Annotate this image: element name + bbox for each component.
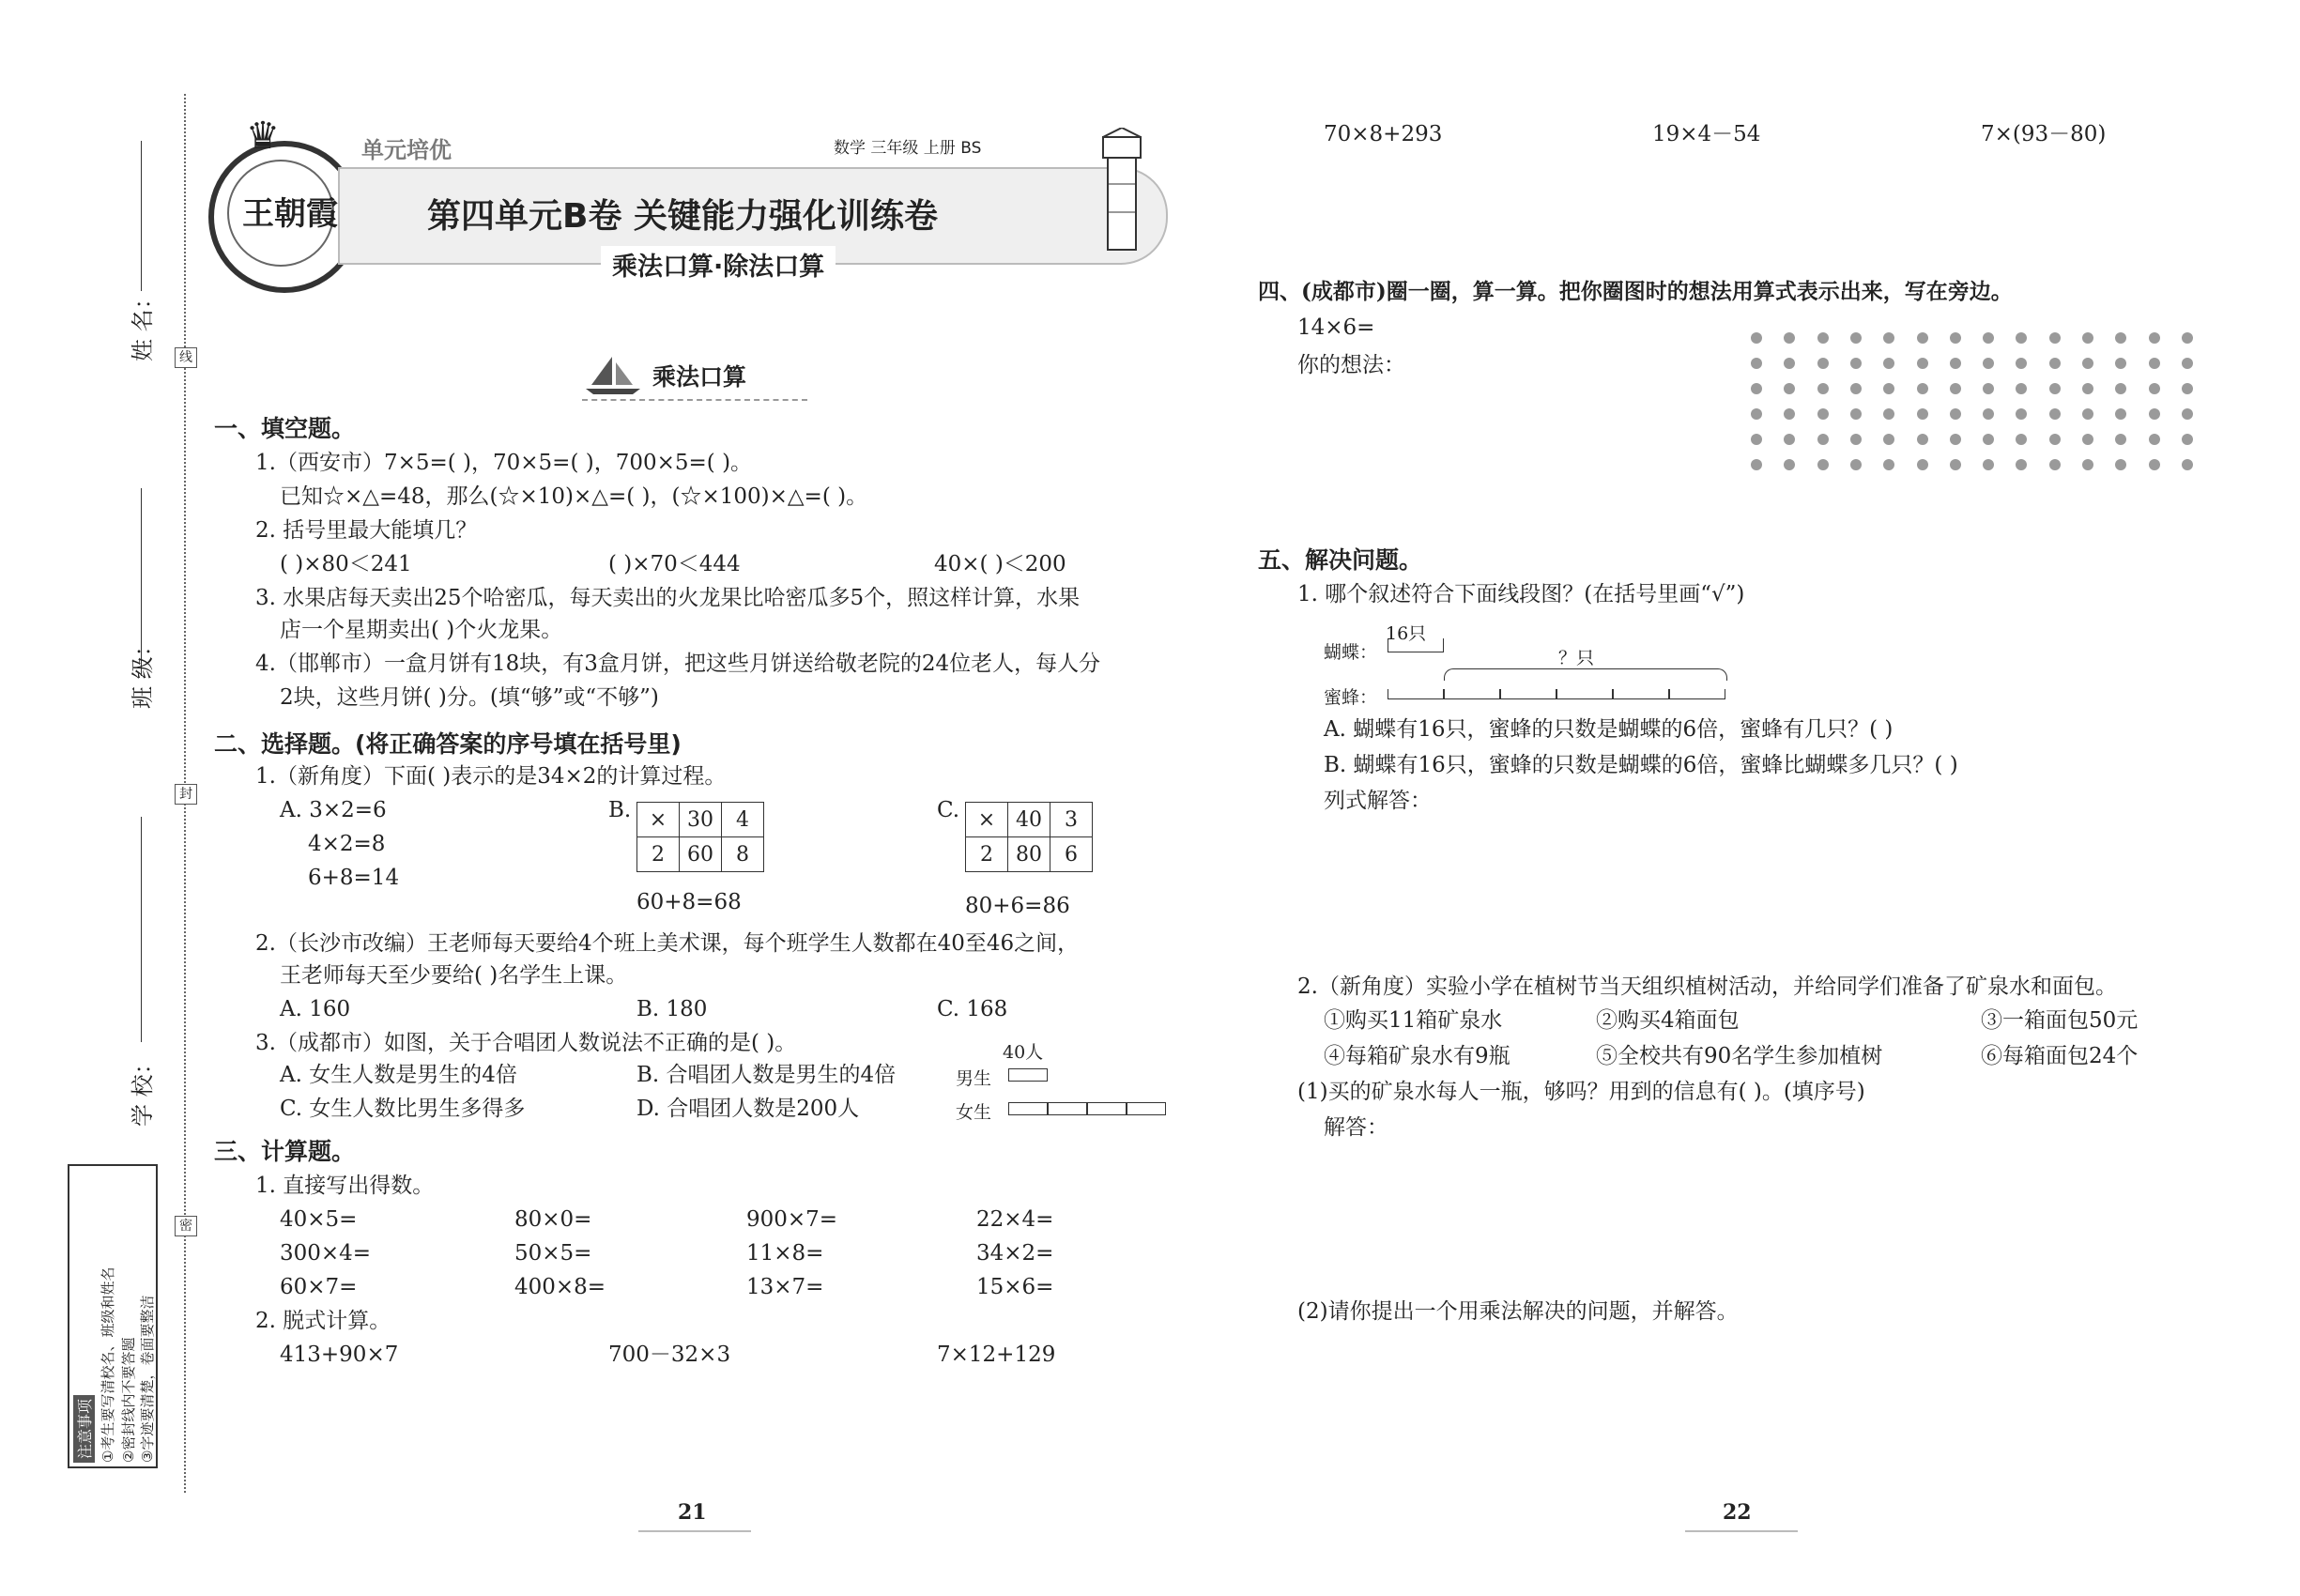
page-title: 第四单元B卷 关键能力强化训练卷: [427, 197, 938, 236]
info-item: ②购买4箱面包: [1596, 1008, 1740, 1033]
expr: 7×(93－80): [1981, 122, 2107, 146]
name-label: 姓 名：: [130, 286, 156, 361]
bee-unit: [1444, 689, 1500, 699]
calc-2: 2. 脱式计算。: [255, 1309, 391, 1333]
dot: [1751, 434, 1762, 445]
section-circle: 四、(成都市)圈一圈，算一算。把你圈图时的想法用算式表示出来，写在旁边。: [1258, 279, 2013, 304]
dot: [1883, 358, 1894, 369]
problem-1b: B. 蝴蝶有16只，蜜蜂的只数是蝴蝶的6倍，蜜蜂比蝴蝶多几只？( ): [1324, 753, 1958, 777]
dot: [2182, 434, 2193, 445]
crown-icon: ♛: [246, 115, 280, 158]
calc-2-item: 413+90×7: [280, 1343, 399, 1367]
dot: [1817, 434, 1829, 445]
dot: [2182, 332, 2193, 344]
calc-1: 1. 直接写出得数。: [255, 1174, 435, 1198]
dot: [2016, 408, 2027, 420]
choice-2-option: C. 168: [937, 997, 1008, 1021]
choice-3-option: D. 合唱团人数是200人: [636, 1097, 860, 1121]
dot: [1917, 383, 1928, 394]
page-number: 21: [678, 1500, 707, 1525]
dot: [1883, 332, 1894, 344]
bee-unit: [1613, 689, 1669, 699]
question-3: 3. 水果店每天卖出25个哈密瓜，每天卖出的火龙果比哈密瓜多5个，照这样计算，水果: [255, 586, 1081, 610]
choice-2b: 王老师每天至少要给( )名学生上课。: [280, 963, 628, 988]
dot: [1784, 408, 1795, 420]
page-number: 22: [1723, 1500, 1752, 1525]
fig-boys-label: 男生: [956, 1068, 992, 1089]
notes-box: [68, 1164, 158, 1468]
choice-1c-label: C.: [937, 798, 960, 822]
bee-unit: [1669, 689, 1725, 699]
fig-q: ？只: [1558, 648, 1595, 668]
choice-1a-line: 4×2=8: [308, 832, 386, 856]
calc-2-item: 7×12+129: [937, 1343, 1056, 1367]
expr: 19×4－54: [1652, 122, 1761, 146]
dot: [2149, 358, 2160, 369]
brand-name: 王朝霞: [242, 195, 338, 233]
class-label: 班 级：: [130, 634, 156, 709]
question-4: 4.（邯郸市）一盒月饼有18块，有3盒月饼，把这些月饼送给敬老院的24位老人，每人分: [255, 652, 1101, 676]
dot: [2115, 358, 2126, 369]
dot: [1784, 358, 1795, 369]
question-1b: 已知☆×△=48，那么(☆×10)×△=( )，(☆×100)×△=( )。: [280, 484, 868, 509]
calc-item: 40×5=: [280, 1207, 358, 1232]
calc-item: 11×8=: [746, 1241, 824, 1266]
problem-1: 1. 哪个叙述符合下面线段图？(在括号里画“√”): [1297, 582, 1745, 606]
dot: [1983, 383, 1994, 394]
note-item: ②密封线内不要答题: [120, 1337, 137, 1463]
dot: [1850, 459, 1862, 470]
fig-16: 16只: [1386, 623, 1427, 644]
boys-bar: [1008, 1068, 1048, 1082]
dot: [2082, 358, 2093, 369]
bee-unit: [1500, 689, 1556, 699]
dot: [2082, 332, 2093, 344]
dot: [2115, 383, 2126, 394]
dot: [1983, 434, 1994, 445]
question-1: 1.（西安市）7×5=( )，70×5=( )，700×5=( )。: [255, 451, 753, 475]
dot: [2049, 408, 2061, 420]
page-ornament: [638, 1530, 751, 1532]
choice-1b-label: B.: [608, 798, 632, 822]
lighthouse-icon: [1080, 128, 1164, 259]
choice-2: 2.（长沙市改编）王老师每天要给4个班上美术课，每个班学生人数都在40至46之间，: [255, 931, 1080, 956]
dot: [1983, 358, 1994, 369]
dot: [2016, 358, 2027, 369]
section-calc: 三、计算题。: [214, 1138, 356, 1165]
section-choice: 二、选择题。(将正确答案的序号填在括号里): [214, 730, 682, 758]
fig-top-label: 40人: [1003, 1042, 1044, 1063]
dot: [1983, 459, 1994, 470]
dot: [2149, 332, 2160, 344]
dot: [1817, 383, 1829, 394]
note-item: ③字迹要清楚，卷面要整洁: [139, 1295, 156, 1463]
calc-item: 900×7=: [746, 1207, 838, 1232]
dot: [2182, 459, 2193, 470]
calc-item: 34×2=: [976, 1241, 1054, 1266]
calc-item: 300×4=: [280, 1241, 372, 1266]
section-underline: [582, 399, 807, 401]
info-item: ③一箱面包50元: [1981, 1008, 2139, 1033]
dot: [1751, 332, 1762, 344]
question-2: 2. 括号里最大能填几？: [255, 518, 478, 543]
calc-item: 22×4=: [976, 1207, 1054, 1232]
fig-girls-label: 女生: [956, 1102, 992, 1123]
dot: [2082, 459, 2093, 470]
dot: [2182, 383, 2193, 394]
dot: [2016, 383, 2027, 394]
dot: [1917, 434, 1928, 445]
choice-1b-sum: 60+8=68: [636, 890, 742, 914]
choice-3-option: A. 女生人数是男生的4倍: [280, 1063, 517, 1087]
bee-unit: [1388, 689, 1444, 699]
dot: [2016, 332, 2027, 344]
brace: [1444, 668, 1727, 681]
choice-1a-line: A. 3×2=6: [280, 798, 387, 822]
seal-word: 密: [175, 1216, 197, 1236]
page-ornament: [1685, 1530, 1798, 1532]
dot: [1950, 383, 1961, 394]
choice-1a-line: 6+8=14: [308, 866, 400, 890]
problem-2-answer: 解答：: [1324, 1115, 1388, 1140]
dot: [1950, 434, 1961, 445]
choice-2-option: B. 180: [636, 997, 708, 1021]
circle-idea: 你的想法：: [1297, 353, 1405, 377]
question-2b: ( )×70＜444: [608, 552, 741, 576]
dot: [2016, 434, 2027, 445]
dot: [2049, 383, 2061, 394]
problem-2: 2.（新角度）实验小学在植树节当天组织植树活动，并给同学们准备了矿泉水和面包。: [1297, 974, 2117, 999]
question-4b: 2块，这些月饼( )分。(填“够”或“不够”): [280, 685, 659, 710]
dot: [2049, 459, 2061, 470]
dot: [2182, 408, 2193, 420]
dot: [1850, 434, 1862, 445]
choice-3: 3.（成都市）如图，关于合唱团人数说法不正确的是( )。: [255, 1031, 797, 1055]
dot: [1850, 332, 1862, 344]
dot: [1817, 408, 1829, 420]
problem-2-q1: (1)买的矿泉水每人一瓶，够吗？用到的信息有( )。(填序号): [1297, 1080, 1865, 1104]
dot: [2149, 383, 2160, 394]
dot: [2016, 459, 2027, 470]
dot: [1950, 332, 1961, 344]
dot: [2149, 459, 2160, 470]
dot: [1983, 332, 1994, 344]
dot: [2149, 434, 2160, 445]
info-item: ④每箱矿泉水有9瓶: [1324, 1044, 1510, 1068]
fig-bee: 蜜蜂：: [1324, 687, 1378, 708]
dot: [2049, 332, 2061, 344]
dot: [1883, 459, 1894, 470]
school-label: 学 校：: [130, 1051, 156, 1127]
calc-item: 50×5=: [514, 1241, 592, 1266]
dot: [1983, 408, 1994, 420]
choice-2-option: A. 160: [280, 997, 351, 1021]
calc-item: 13×7=: [746, 1275, 824, 1299]
choice-3-option: B. 合唱团人数是男生的4倍: [636, 1063, 897, 1087]
dot: [1883, 408, 1894, 420]
seal-word: 封: [175, 784, 197, 805]
dot: [1817, 358, 1829, 369]
circle-expr: 14×6=: [1297, 315, 1375, 340]
calc-item: 15×6=: [976, 1275, 1054, 1299]
choice-1b-table: × 30 4 2 60 8: [636, 802, 764, 872]
dot: [2182, 358, 2193, 369]
dot: [2049, 434, 2061, 445]
choice-1c-sum: 80+6=86: [965, 894, 1070, 918]
question-3b: 店一个星期卖出( )个火龙果。: [280, 618, 563, 642]
dot: [2082, 383, 2093, 394]
section-title: 乘法口算: [652, 363, 747, 391]
dot: [1784, 332, 1795, 344]
dot: [2149, 408, 2160, 420]
info-item: ⑥每箱面包24个: [1981, 1044, 2139, 1068]
note-item: ①考生要写清校名、班级和姓名: [100, 1266, 116, 1463]
choice-1c-table: × 40 3 2 80 6: [965, 802, 1093, 872]
butterfly-segment: [1388, 638, 1444, 652]
dot: [2115, 408, 2126, 420]
seal-word: 线: [175, 347, 197, 368]
dot: [1917, 358, 1928, 369]
dot: [2115, 459, 2126, 470]
page-subtitle: 乘法口算·除法口算: [601, 246, 836, 283]
section-fill-blank: 一、填空题。: [214, 415, 356, 442]
calc-item: 60×7=: [280, 1275, 358, 1299]
notes-title: 注意事项: [73, 1395, 95, 1463]
dot: [1751, 459, 1762, 470]
section-solve: 五、解决问题。: [1258, 546, 1423, 574]
question-2c: 40×( )＜200: [934, 552, 1066, 576]
dot: [1883, 434, 1894, 445]
dot: [1850, 358, 1862, 369]
dot: [1784, 459, 1795, 470]
choice-3-option: C. 女生人数比男生多得多: [280, 1097, 526, 1121]
dot: [1751, 383, 1762, 394]
header-tag: 单元培优: [361, 137, 452, 163]
calc-item: 400×8=: [514, 1275, 606, 1299]
dot: [1917, 408, 1928, 420]
bee-unit: [1556, 689, 1613, 699]
dot: [1883, 383, 1894, 394]
dot: [1950, 408, 1961, 420]
dot: [1817, 459, 1829, 470]
dot: [1817, 332, 1829, 344]
dot: [1850, 408, 1862, 420]
dot: [1850, 383, 1862, 394]
dot: [2082, 408, 2093, 420]
dot: [1751, 358, 1762, 369]
dot: [2115, 332, 2126, 344]
dot: [1950, 358, 1961, 369]
dot: [1784, 383, 1795, 394]
info-item: ①购买11箱矿泉水: [1324, 1008, 1503, 1033]
subject-line: 数学 三年级 上册 BS: [834, 139, 982, 158]
dot: [1917, 332, 1928, 344]
dot: [1751, 408, 1762, 420]
dot: [2082, 434, 2093, 445]
problem-1-answer: 列式解答：: [1324, 789, 1432, 813]
dot: [1950, 459, 1961, 470]
problem-1a: A. 蝴蝶有16只，蜜蜂的只数是蝴蝶的6倍，蜜蜂有几只？( ): [1324, 717, 1894, 742]
choice-1: 1.（新角度）下面( )表示的是34×2的计算过程。: [255, 764, 727, 789]
calc-2-item: 700－32×3: [608, 1343, 731, 1367]
info-item: ⑤全校共有90名学生参加植树: [1596, 1044, 1883, 1068]
dot: [2115, 434, 2126, 445]
dot: [1917, 459, 1928, 470]
fig-butterfly: 蝴蝶：: [1324, 642, 1378, 663]
sailboat-icon: [584, 355, 642, 396]
calc-item: 80×0=: [514, 1207, 592, 1232]
dot: [1784, 434, 1795, 445]
problem-2-q2: (2)请你提出一个用乘法解决的问题，并解答。: [1297, 1299, 1739, 1324]
dot: [2049, 358, 2061, 369]
expr: 70×8+293: [1324, 122, 1443, 146]
question-2a: ( )×80＜241: [280, 552, 412, 576]
